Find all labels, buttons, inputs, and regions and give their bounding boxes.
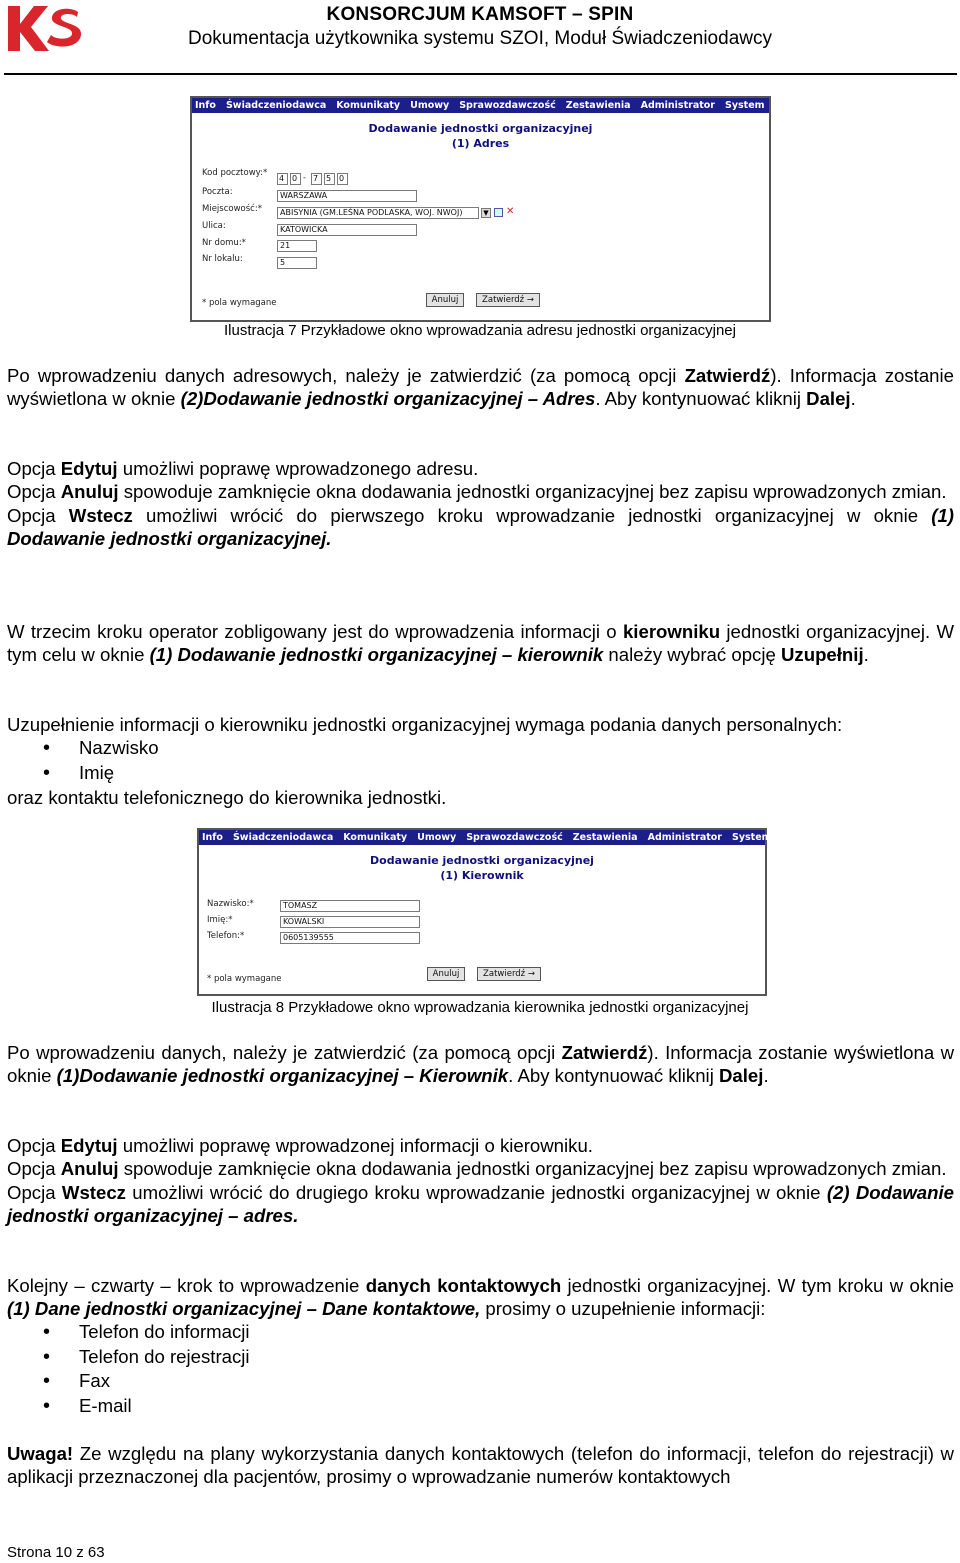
- phone-field[interactable]: 0605139555: [280, 932, 420, 944]
- caption-illustration-7: Ilustracja 7 Przykładowe okno wprowadzania adresu jednostki organizacyjnej: [224, 322, 736, 339]
- caption-illustration-8: Ilustracja 8 Przykładowe okno wprowadzania kierownika jednostki organizacyjnej: [211, 999, 749, 1016]
- header-company: KONSORCJUM KAMSOFT – SPIN: [326, 4, 634, 25]
- list-item: • Telefon do informacji: [43, 1320, 250, 1345]
- postcode-digit-2[interactable]: 0: [290, 173, 301, 185]
- menu-bar: [199, 830, 772, 845]
- menu-item-info[interactable]: Info: [195, 100, 216, 111]
- menu-item-reporting[interactable]: Sprawozdawczość: [459, 100, 556, 111]
- contact-fields-list: [43, 1320, 250, 1418]
- confirm-button[interactable]: Zatwierdź →: [477, 967, 541, 981]
- menu-item-provider[interactable]: Świadczeniodawca: [225, 100, 327, 111]
- postcode-digit-3[interactable]: 7: [311, 173, 322, 185]
- menu-item-provider[interactable]: Świadczeniodawca: [232, 832, 334, 843]
- post-field[interactable]: WARSZAWA: [277, 190, 417, 202]
- city-label: Miejscowość:*: [202, 204, 262, 214]
- paragraph-manager-data: Uzupełnienie informacji o kierowniku jednostki organizacyjnej wymaga podania danych personalnych:: [7, 714, 843, 735]
- header-subtitle: Dokumentacja użytkownika systemu SZOI, Moduł Świadczeniodawcy: [188, 28, 772, 49]
- surname-field[interactable]: TOMASZ: [280, 900, 420, 912]
- list-item: • Nazwisko: [43, 736, 159, 761]
- postcode-label: Kod pocztowy:*: [202, 168, 268, 178]
- confirm-button[interactable]: Zatwierdź →: [476, 293, 540, 307]
- flat-number-field[interactable]: 5: [277, 257, 317, 269]
- paragraph-after-address: Po wprowadzeniu danych adresowych, należy je zatwierdzić (za pomocą opcji Zatwierdź). Informacja zostanie wyświetlona w oknie (2)Dodawanie jednostki organizacyjnej – Adres. Aby kontynuować kliknij Dalej.: [7, 365, 954, 410]
- menu-item-contracts[interactable]: Umowy: [417, 832, 457, 843]
- postcode-digit-4[interactable]: 5: [324, 173, 335, 185]
- list-item: • Telefon do rejestracji: [43, 1345, 250, 1370]
- page-number: Strona 10 z 63: [7, 1544, 105, 1561]
- cancel-button[interactable]: Anuluj: [426, 293, 464, 307]
- flat-number-label: Nr lokalu:: [202, 254, 243, 264]
- menu-item-info[interactable]: Info: [202, 832, 223, 843]
- menu-item-messages[interactable]: Komunikaty: [343, 832, 408, 843]
- post-label: Poczta:: [202, 187, 233, 197]
- list-item: • E-mail: [43, 1394, 250, 1419]
- paragraph-manager-contact: oraz kontaktu telefonicznego do kierownika jednostki.: [7, 787, 447, 808]
- paragraph-manager-step: W trzecim kroku operator zobligowany jest do wprowadzenia informacji o kierowniku jednostki organizacyjnej. W tym celu w oknie (1) Dodawanie jednostki organizacyjnej – kierownik należy wybrać opcję Uzupełnij.: [7, 621, 954, 666]
- menu-item-system[interactable]: System: [724, 100, 765, 111]
- street-label: Ulica:: [202, 221, 226, 231]
- clear-icon[interactable]: ✕: [506, 206, 515, 217]
- paragraph-note: Uwaga! Ze względu na plany wykorzystania danych kontaktowych (telefon do informacji, telefon do rejestracji) w aplikacji przeznaczonej dla pacjentów, prosimy o wprowadzanie numerów kontaktowych: [7, 1443, 954, 1488]
- cancel-button[interactable]: Anuluj: [427, 967, 465, 981]
- phone-label: Telefon:*: [207, 931, 245, 941]
- list-item: • Fax: [43, 1369, 250, 1394]
- menu-item-system[interactable]: System: [731, 832, 772, 843]
- name-label: Imię:*: [207, 915, 233, 925]
- city-select[interactable]: ABISYNIA (GM.LEŚNA PODLASKA, WOJ. NWOJ): [277, 207, 479, 219]
- menu-item-administrator[interactable]: Administrator: [647, 832, 722, 843]
- menu-item-summaries[interactable]: Zestawienia: [565, 100, 631, 111]
- menu-item-contracts[interactable]: Umowy: [410, 100, 450, 111]
- paragraph-options-1: Opcja Edytuj umożliwi poprawę wprowadzonego adresu. Opcja Anuluj spowoduje zamknięcie okna dodawania jednostki organizacyjnej bez zapisu wprowadzonych zmian. Opcja Wstecz umożliwi wrócić do pierwszego kroku wprowadzanie jednostki organizacyjnej w oknie (1) Dodawanie jednostki organizacyjnej.: [7, 458, 954, 549]
- menu-item-reporting[interactable]: Sprawozdawczość: [466, 832, 563, 843]
- list-item: • Imię: [43, 761, 159, 786]
- menu-item-administrator[interactable]: Administrator: [640, 100, 715, 111]
- form-title: Dodawanie jednostki organizacyjnej (1) Kierownik: [370, 854, 594, 882]
- menu-item-messages[interactable]: Komunikaty: [336, 100, 401, 111]
- menu-item-summaries[interactable]: Zestawienia: [572, 832, 638, 843]
- postcode-digit-1[interactable]: 4: [277, 173, 288, 185]
- surname-label: Nazwisko:*: [207, 899, 254, 909]
- postcode-digit-5[interactable]: 0: [337, 173, 348, 185]
- menu-bar: [192, 98, 769, 113]
- required-note: * pola wymagane: [207, 974, 282, 984]
- name-field[interactable]: KOWALSKI: [280, 916, 420, 928]
- manager-form-screenshot: [197, 828, 772, 996]
- form-title: Dodawanie jednostki organizacyjnej (1) Adres: [368, 122, 593, 150]
- house-number-label: Nr domu:*: [202, 238, 246, 248]
- header-divider: [4, 73, 957, 75]
- required-note: * pola wymagane: [202, 298, 277, 308]
- paragraph-after-manager: Po wprowadzeniu danych, należy je zatwierdzić (za pomocą opcji Zatwierdź). Informacja zostanie wyświetlona w oknie (1)Dodawanie jednostki organizacyjnej – Kierownik. Aby kontynuować kliknij Dalej.: [7, 1042, 955, 1087]
- paragraph-options-2: Opcja Edytuj umożliwi poprawę wprowadzonej informacji o kierowniku. Opcja Anuluj spowoduje zamknięcie okna dodawania jednostki organizacyjnej bez zapisu wprowadzonych zmian. Opcja Wstecz umożliwi wrócić do drugiego kroku wprowadzanie jednostki organizacyjnej w oknie (2) Dodawanie jednostki organizacyjnej – adres.: [7, 1135, 954, 1226]
- manager-fields-list: [43, 736, 159, 785]
- pick-icon[interactable]: [494, 208, 503, 217]
- postcode-dash: -: [303, 173, 306, 182]
- address-form-screenshot: [190, 96, 771, 322]
- paragraph-contact-step: Kolejny – czwarty – krok to wprowadzenie danych kontaktowych jednostki organizacyjnej. W tym kroku w oknie (1) Dane jednostki organizacyjnej – Dane kontaktowe, prosimy o uzupełnienie informacji:: [7, 1275, 954, 1320]
- street-field[interactable]: KATOWICKA: [277, 224, 417, 236]
- house-number-field[interactable]: 21: [277, 240, 317, 252]
- chevron-down-icon[interactable]: ▼: [481, 208, 491, 218]
